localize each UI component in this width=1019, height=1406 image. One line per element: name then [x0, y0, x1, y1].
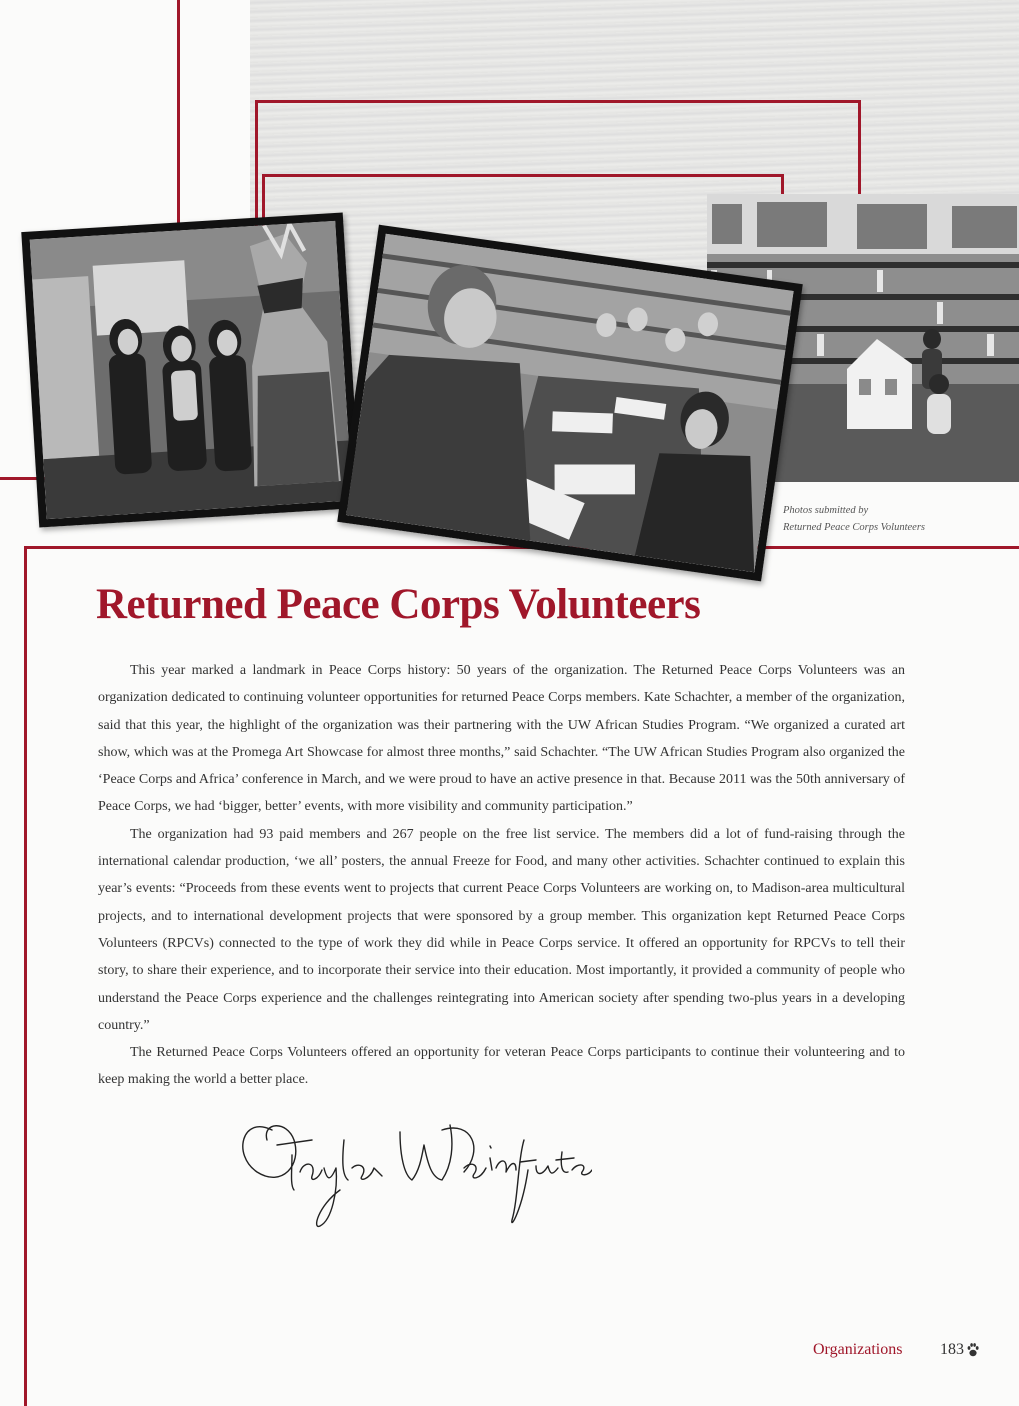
- paw-icon: [967, 1342, 979, 1357]
- photo-volunteers-table: [337, 225, 803, 582]
- photo-credit-line2: Returned Peace Corps Volunteers: [783, 522, 926, 533]
- author-signature: [232, 1110, 592, 1235]
- article-paragraph-2: The organization had 93 paid members and 267 people on the free list service. The members did a lot of fund-raising through the international calendar production, ‘we all’ posters, the annual Freeze for Food, and many other activities. Schachter continued to explain this year’s events: “Proceeds from these events went to projects that current Peace Corps Volunteers are working on, to Madison-area multicultural projects, and to international development projects that were sponsored by a group member. This organization kept Returned Peace Corps Volunteers (RPCVs) connected to the type of work they did while in Peace Corps service. It offered an opportunity for RPCVs to tell their story, to share their experience, and to incorporate their service into their education. Most importantly, it provided a community of people who understand the Peace Corps experience and the challenges reintegrating into American society after spending two-plus years in a developing country.”: [98, 826, 905, 1033]
- article-title: Returned Peace Corps Volunteers: [96, 581, 701, 628]
- article-paragraph-1: This year marked a landmark in Peace Corps history: 50 years of the organization. The Returned Peace Corps Volunteers was an organization dedicated to continuing volunteer opportunities for returned Peace Corps members. Kate Schachter, a member of the organization, said that this year, the highlight of the organization was their partnering with the UW African Studies Program. “We organized a curated art show, which was at the Promega Art Showcase for almost three months,” said Schachter. “The UW African Studies Program also organized the ‘Peace Corps and Africa’ conference in March, and we were proud to have an active presence in that. Because 2011 was the 50th anniversary of Peace Corps, we had ‘bigger, better’ events, with more visibility and community participation.”: [98, 663, 905, 815]
- photo-credit: [783, 502, 983, 536]
- article-body: [98, 657, 905, 1094]
- footer-section-label: Organizations: [813, 1341, 903, 1358]
- photo-credit-line1: Photos submitted by: [783, 505, 869, 516]
- article-paragraph-3: The Returned Peace Corps Volunteers offered an opportunity for veteran Peace Corps participants to continue their volunteering and to keep making the world a better place.: [98, 1045, 905, 1088]
- photo-volunteers-costume: [21, 212, 360, 527]
- page-number: 183: [940, 1341, 964, 1358]
